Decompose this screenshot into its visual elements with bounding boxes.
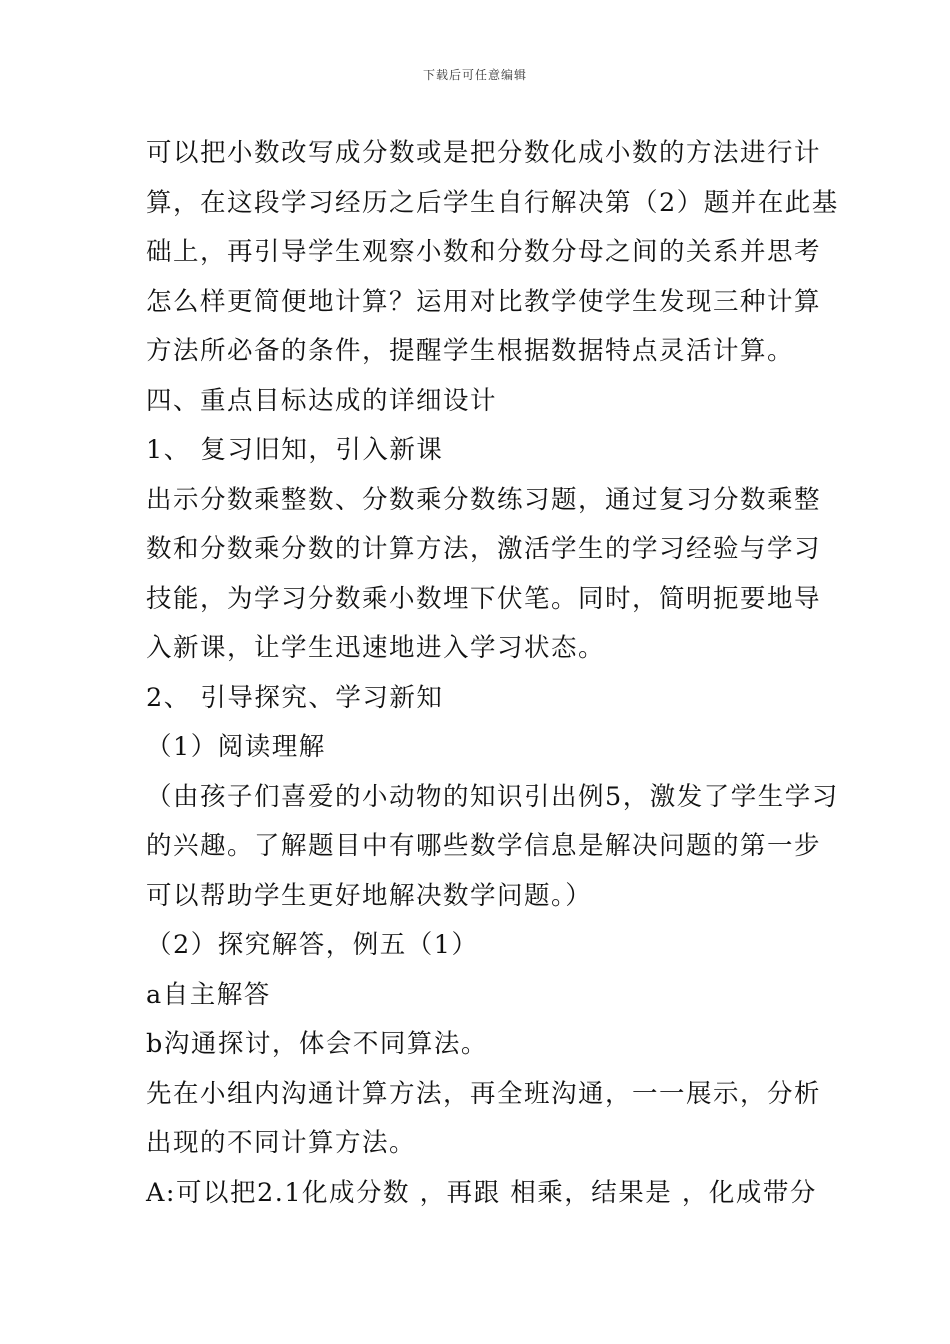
text-line: 数和分数乘分数的计算方法，激活学生的学习经验与学习 [146,534,822,564]
text-line: A:可以把2.1化成分数 ，再跟 相乘，结果是 ，化成带分 [146,1177,817,1208]
text-line: 础上，再引导学生观察小数和分数分母之间的关系并思考 [146,237,822,267]
text-line: 的兴趣。了解题目中有哪些数学信息是解决问题的第一步 [146,831,822,861]
page-header-note: 下载后可任意编辑 [422,68,527,82]
text-line: 怎么样更简便地计算？运用对比教学使学生发现三种计算 [146,286,822,317]
text-line: 方法所必备的条件，提醒学生根据数据特点灵活计算。 [146,336,795,366]
text-line: 算，在这段学习经历之后学生自行解决第（2）题并在此基 [146,187,839,218]
text-line: 出现的不同计算方法。 [146,1128,417,1158]
subsection-heading: 2、 引导探究、学习新知 [146,682,444,713]
list-item: a自主解答 [146,979,271,1010]
item-heading: （1）阅读理解 [146,732,326,762]
text-line: （由孩子们喜爱的小动物的知识引出例5，激发了学生学习 [146,781,839,812]
text-line: 技能，为学习分数乘小数埋下伏笔。同时，简明扼要地导 [146,583,822,614]
text-line: 入新课，让学生迅速地进入学习状态。 [146,633,606,663]
item-heading: （2）探究解答，例五（1） [146,930,479,960]
text-line: 可以把小数改写成分数或是把分数化成小数的方法进行计 [146,138,822,168]
document-body [146,129,839,1218]
text-line: 出示分数乘整数、分数乘分数练习题，通过复习分数乘整 [146,484,822,515]
list-item: b沟通探讨，体会不同算法。 [146,1029,488,1059]
subsection-heading: 1、 复习旧知，引入新课 [146,435,444,465]
text-line: 先在小组内沟通计算方法，再全班沟通，一一展示，分析 [146,1078,822,1109]
text-line: 可以帮助学生更好地解决数学问题。） [146,880,593,911]
section-heading: 四、重点目标达成的详细设计 [146,385,498,416]
